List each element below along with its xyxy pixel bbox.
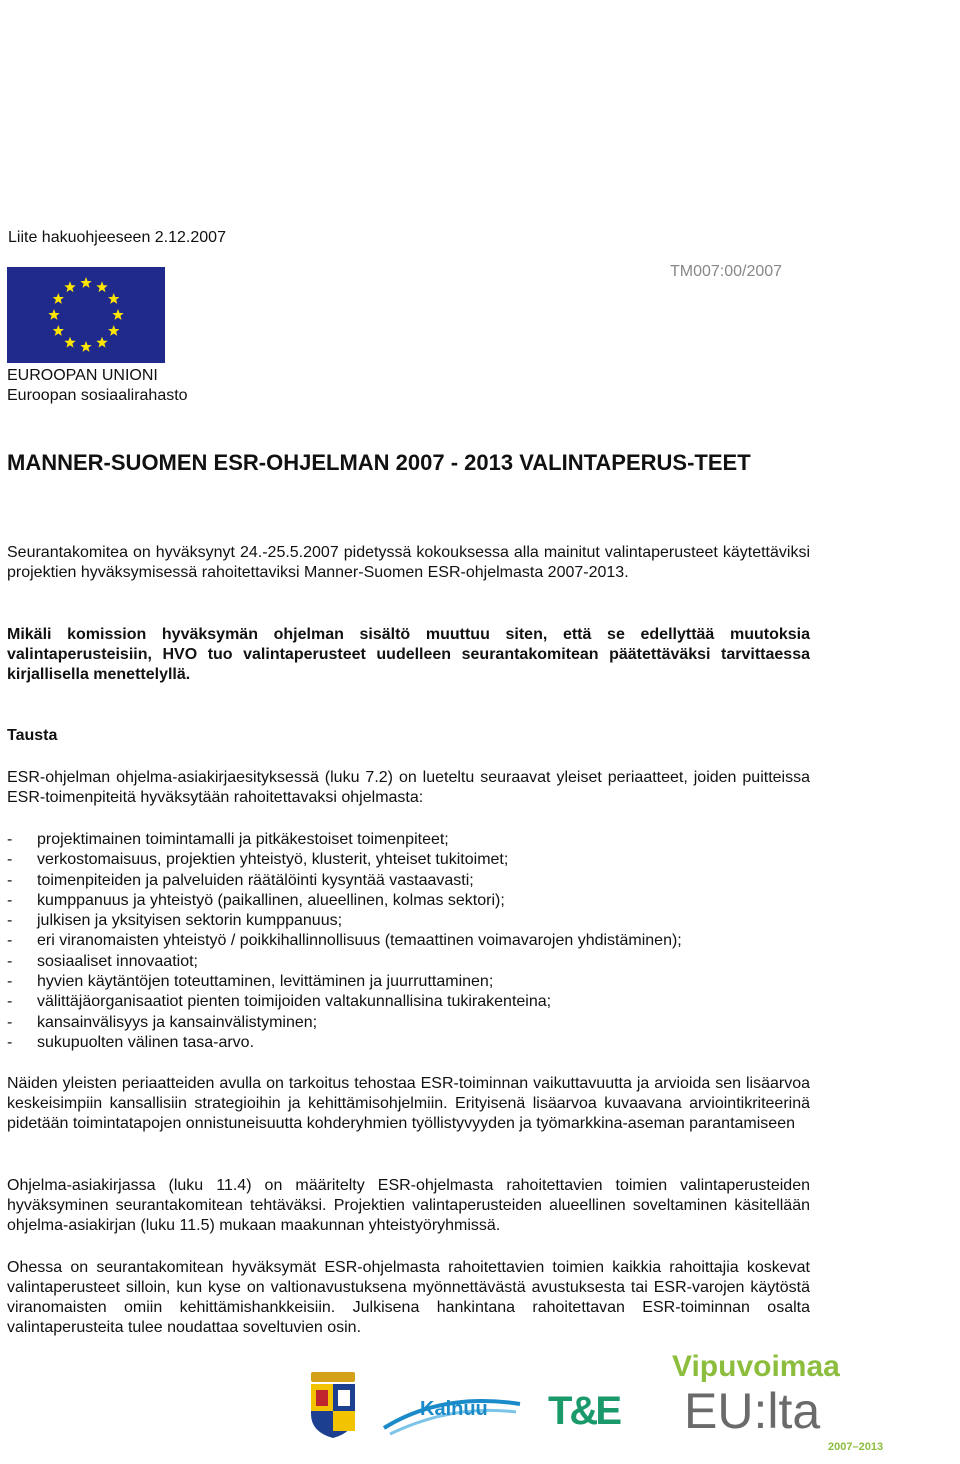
kainuu-coat-of-arms-logo — [308, 1372, 358, 1438]
kainuu-logo — [382, 1384, 522, 1436]
te-centre-logo — [548, 1386, 618, 1436]
bullet-dash: - — [7, 1033, 13, 1051]
reference-code: TM007:00/2007 — [670, 263, 783, 280]
bullet-dash: - — [7, 952, 13, 970]
vipuvoimaa-logo — [670, 1350, 920, 1458]
kainuu-logo-text: Kainuu — [420, 1398, 488, 1420]
document-title: MANNER-SUOMEN ESR-OHJELMAN 2007 - 2013 VALINTAPERUS-TEET — [7, 450, 751, 475]
paragraph-amendment: Mikäli komission hyväksymän ohjelman sisältö muuttuu siten, että se edellyttää muutoksia valintaperusteisiin, HVO tuo valintaperusteet uudelleen seurantakomitean päätettäväksi tarvittaessa kirjallisella menettelyllä. — [7, 626, 810, 683]
eu-flag-logo — [7, 267, 165, 363]
bullet-dash: - — [7, 973, 13, 991]
coat-of-arms-icon — [308, 1372, 358, 1438]
list-item: - projektimainen toimintamalli ja pitkäkestoiset toimenpiteet; — [7, 830, 810, 850]
eu-stars-icon — [7, 267, 165, 363]
list-item: - sosiaaliset innovaatiot; — [7, 952, 810, 972]
eu-union-label: EUROOPAN UNIONI — [7, 367, 158, 384]
vipuvoimaa-text: Vipuvoimaa — [672, 1350, 840, 1383]
list-item: - sukupuolten välinen tasa-arvo. — [7, 1033, 810, 1053]
bullet-dash: - — [7, 993, 13, 1011]
list-item: - toimenpiteiden ja palveluiden räätälöinti kysyntää vastaavasti; — [7, 871, 810, 891]
paragraph-principles-intro: ESR-ohjelman ohjelma-asiakirjaesityksessä (luku 7.2) on lueteltu seuraavat yleiset periaatteet, joiden puitteissa ESR-toimenpiteitä hyväksytään rahoitettavaksi ohjelmasta: — [7, 769, 810, 806]
paragraph-added-value: Näiden yleisten periaatteiden avulla on tarkoitus tehostaa ESR-toiminnan vaikuttavuutta ja arvioida sen lisäarvoa keskeisimpiin kansallisiin strategioihin ja kehittämisohjelmiin. Erityisenä lisäarvoa kuvaavana arviointikriteerinä pidetään toimintatapojen onnistuneisuutta kohderyhmien työllistyvyyden ja työmarkkina-aseman parantamiseen — [7, 1075, 810, 1132]
bullet-dash: - — [7, 831, 13, 848]
attachment-note: Liite hakuohjeeseen 2.12.2007 — [8, 229, 226, 246]
paragraph-approval: Seurantakomitea on hyväksynyt 24.-25.5.2007 pidetyssä kokouksessa alla mainitut valintaperusteet käytettäviksi projektien hyväksymisessä rahoitettaviksi Manner-Suomen ESR-ohjelmasta 2007-2013. — [7, 544, 810, 581]
section-heading-background: Tausta — [7, 727, 58, 744]
bullet-dash: - — [7, 871, 13, 889]
paragraph-attached-criteria: Ohessa on seurantakomitean hyväksymät ESR-ohjelmasta rahoitettavien toimien kaikkia rahoittajia koskevat valintaperusteet silloin, kun kyse on valtionavustuksena myönnettävästä avustuksesta tai ESR-varojen käytöstä viranomaisten omiin kehittämishankkeisiin. Julkisena hankintana rahoitettavan ESR-toiminnan osalta valintaperusteita tulee noudattaa soveltuvien osin. — [7, 1259, 810, 1336]
bullet-dash: - — [7, 851, 13, 869]
bullet-dash: - — [7, 932, 13, 950]
list-item: - kansainvälisyys ja kansainvälistyminen; — [7, 1013, 810, 1033]
principles-list — [7, 830, 810, 1053]
bullet-dash: - — [7, 891, 13, 909]
list-item: - välittäjäorganisaatiot pienten toimijoiden valtakunnallisina tukirakenteina; — [7, 992, 810, 1012]
vipuvoimaa-years: 2007–2013 — [828, 1441, 884, 1453]
list-item: - julkisen ja yksityisen sektorin kumppanuus; — [7, 911, 810, 931]
list-item: - hyvien käytäntöjen toteuttaminen, levittäminen ja juurruttaminen; — [7, 972, 810, 992]
list-item: - eri viranomaisten yhteistyö / poikkihallinnollisuus (temaattinen voimavarojen yhdistäminen); — [7, 931, 810, 951]
te-logo-text: T&E — [548, 1389, 619, 1433]
eu-fund-label: Euroopan sosiaalirahasto — [7, 387, 188, 404]
eu-lta-text: EU:lta — [684, 1383, 821, 1439]
bullet-dash: - — [7, 912, 13, 930]
bullet-dash: - — [7, 1013, 13, 1031]
list-item: - kumppanuus ja yhteistyö (paikallinen, alueellinen, kolmas sektori); — [7, 891, 810, 911]
list-item: - verkostomaisuus, projektien yhteistyö, klusterit, yhteiset tukitoimet; — [7, 850, 810, 870]
paragraph-program-document: Ohjelma-asiakirjassa (luku 11.4) on määritelty ESR-ohjelmasta rahoitettavien toimien valintaperusteiden hyväksyminen seurantakomitean tehtäväksi. Projektien valintaperusteiden alueellinen soveltaminen käsitellään ohjelma-asiakirjan (luku 11.5) mukaan maakunnan yhteistyöryhmissä. — [7, 1177, 810, 1234]
